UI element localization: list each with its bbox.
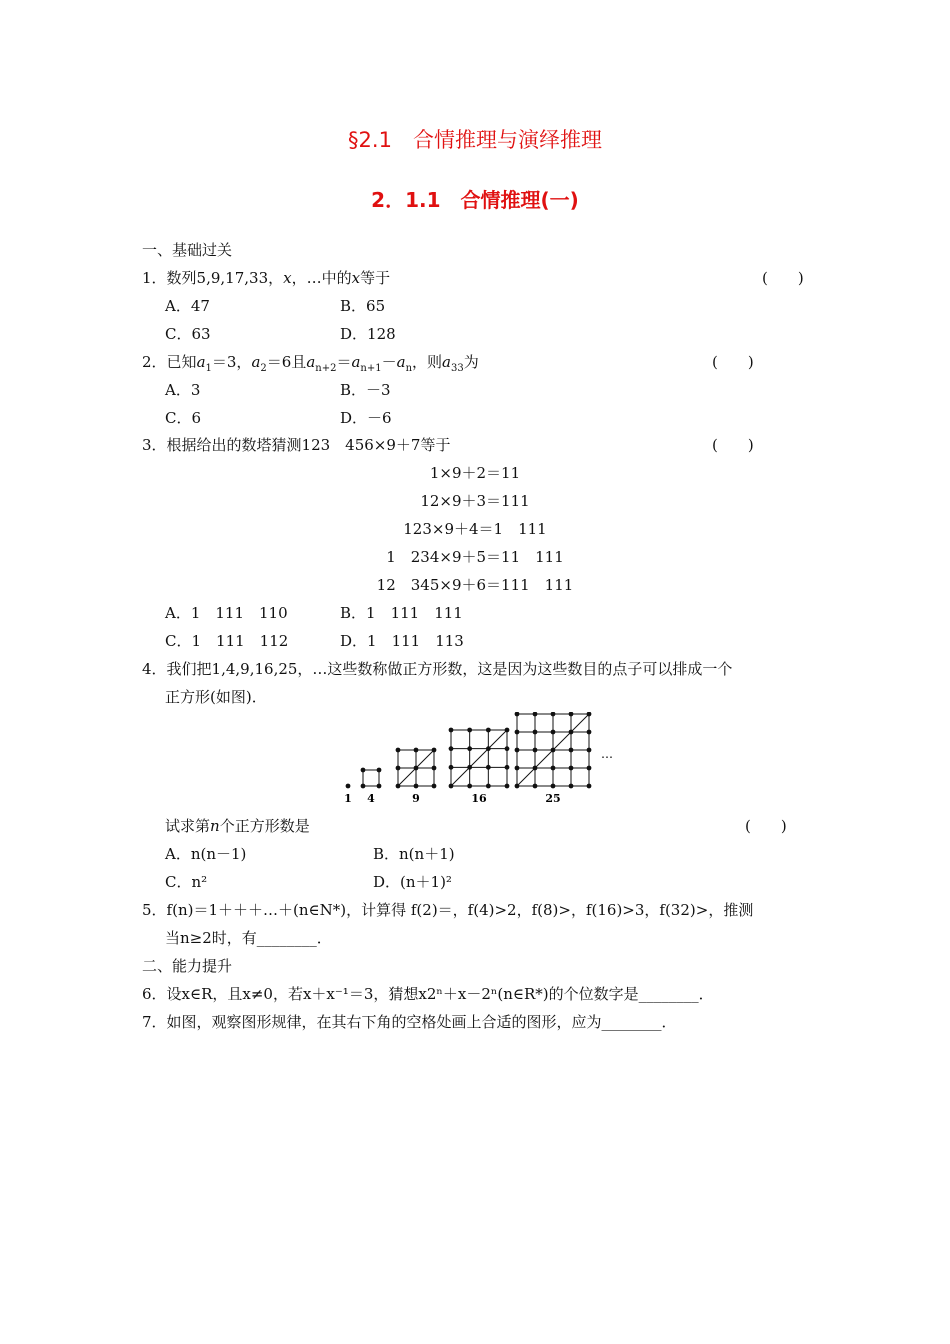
number-tower-row: 12 345×9＋6＝111 111 — [376, 576, 574, 594]
dot — [414, 748, 419, 753]
question-text: f(n)＝1＋＋＋…＋(n∈N*)，计算得 f(2)＝，f(4)>2，f(8)>，f(16)>3，f(32)>，推测 — [166, 901, 754, 919]
dot — [551, 730, 556, 735]
question-text: 已知 — [166, 353, 197, 371]
question-text: 如图，观察图形规律，在其右下角的空格处画上合适的图形，应为________． — [166, 1013, 677, 1031]
option-b: B．1 111 111 — [340, 604, 463, 622]
question-5 — [142, 899, 753, 920]
dot — [486, 728, 491, 733]
option-d: D．128 — [340, 325, 396, 343]
variable: a — [306, 353, 316, 371]
dot — [551, 748, 556, 753]
dot — [396, 748, 401, 753]
dot — [486, 746, 491, 751]
option-c: C．1 111 112 — [165, 632, 289, 650]
dot — [432, 748, 437, 753]
question-number: 3． — [142, 436, 167, 454]
dot — [569, 730, 574, 735]
option-c: C．6 — [165, 409, 202, 427]
figure-label: 9 — [412, 792, 420, 805]
dot — [361, 768, 366, 773]
grid-line — [451, 730, 507, 786]
question-1 — [142, 267, 390, 288]
question-number: 2． — [142, 353, 167, 371]
subscript: n+2 — [315, 363, 337, 374]
dot — [346, 784, 351, 789]
question-4-ask — [165, 815, 310, 836]
dot — [515, 766, 520, 771]
question-3 — [142, 434, 450, 455]
variable: a — [396, 353, 406, 371]
dot-squares — [346, 712, 592, 788]
variable: a — [442, 353, 451, 371]
dot — [432, 766, 437, 771]
dot — [505, 728, 510, 733]
dot — [467, 728, 472, 733]
question-text: 我们把1,4,9,16,25，…这些数称做正方形数，这是因为这些数目的点子可以排成一个 — [166, 660, 733, 678]
dot — [414, 766, 419, 771]
page-title: §2.1 合情推理与演绎推理 — [348, 128, 602, 152]
answer-paren: ( ) — [762, 269, 804, 287]
dot — [377, 768, 382, 773]
option-d: D．(n＋1)² — [373, 873, 452, 891]
dot — [587, 784, 592, 789]
dot — [467, 765, 472, 770]
option-c: C．63 — [165, 325, 211, 343]
dot — [432, 784, 437, 789]
question-text: 个正方形数是 — [219, 817, 310, 835]
dot — [414, 784, 419, 789]
dot — [515, 748, 520, 753]
question-text: ，则 — [412, 353, 443, 371]
question-text: 为 — [463, 353, 479, 371]
dot — [551, 712, 556, 716]
variable: a — [251, 353, 261, 371]
question-number: 1． — [142, 269, 167, 287]
question-number: 6． — [142, 985, 167, 1003]
question-text: 根据给出的数塔猜测123 456×9＋7等于 — [166, 436, 451, 454]
dot — [569, 784, 574, 789]
answer-paren: ( ) — [712, 353, 754, 371]
dot — [467, 784, 472, 789]
dot — [551, 784, 556, 789]
answer-paren: ( ) — [745, 817, 787, 835]
question-number: 7． — [142, 1013, 167, 1031]
dot — [569, 766, 574, 771]
dot — [569, 748, 574, 753]
question-number: 4． — [142, 660, 167, 678]
question-text: ＝3， — [211, 353, 252, 371]
subscript: n — [405, 363, 413, 374]
page-subtitle: 2．1.1 合情推理(一) — [371, 188, 579, 212]
option-c: C．n² — [165, 873, 208, 891]
question-text: － — [381, 353, 397, 371]
question-4-line2: 正方形(如图)． — [165, 688, 267, 706]
subscript: n+1 — [360, 363, 382, 374]
number-tower-row: 12×9＋3＝111 — [420, 492, 530, 510]
figure-label: 16 — [471, 792, 487, 805]
dot — [533, 784, 538, 789]
variable: n — [210, 817, 220, 835]
subscript: 33 — [451, 363, 464, 374]
dot — [486, 784, 491, 789]
dot — [515, 730, 520, 735]
question-7 — [142, 1011, 677, 1032]
dot — [533, 712, 538, 716]
option-b: B．n(n＋1) — [373, 845, 455, 863]
dot — [515, 712, 520, 716]
dot — [505, 784, 510, 789]
dot — [551, 766, 556, 771]
figure-label: 25 — [545, 792, 561, 805]
question-text: ，…中的 — [291, 269, 352, 287]
dot — [449, 746, 454, 751]
question-number: 5． — [142, 901, 167, 919]
variable: a — [196, 353, 206, 371]
question-text: 试求第 — [165, 817, 211, 835]
dot — [467, 746, 472, 751]
dot — [449, 784, 454, 789]
dot — [587, 766, 592, 771]
option-d: D．－6 — [340, 409, 392, 427]
option-b: B．－3 — [340, 381, 391, 399]
section-heading-advanced: 二、能力提升 — [142, 957, 233, 975]
figure-label: 1 — [344, 792, 352, 805]
dot — [361, 784, 366, 789]
dot — [533, 730, 538, 735]
dot — [515, 784, 520, 789]
question-5-line2: 当n≥2时，有________． — [165, 929, 332, 947]
number-tower-row: 123×9＋4＝1 111 — [403, 520, 547, 538]
dot — [449, 728, 454, 733]
option-a: A．3 — [165, 381, 201, 399]
dot — [396, 766, 401, 771]
answer-paren: ( ) — [712, 436, 754, 454]
question-4 — [142, 658, 732, 679]
subscript: 1 — [205, 363, 212, 374]
option-d: D．1 111 113 — [340, 632, 464, 650]
dot — [533, 766, 538, 771]
question-6 — [142, 983, 714, 1004]
number-tower-row: 1×9＋2＝11 — [429, 464, 521, 482]
variable: x — [283, 269, 292, 287]
question-text: ＝ — [336, 353, 352, 371]
option-b: B．65 — [340, 297, 386, 315]
question-text: 设x∈R，且x≠0，若x＋x⁻¹＝3，猜想x2ⁿ＋x－2ⁿ(n∈R*)的个位数字是________． — [166, 985, 714, 1003]
variable: a — [351, 353, 361, 371]
variable: x — [351, 269, 361, 287]
section-heading-basic: 一、基础过关 — [142, 241, 233, 259]
option-a: A．1 111 110 — [165, 604, 288, 622]
option-a: A．n(n－1) — [165, 845, 247, 863]
dot — [486, 765, 491, 770]
dot — [569, 712, 574, 716]
option-a: A．47 — [165, 297, 210, 315]
subscript: 2 — [260, 363, 267, 374]
dot — [587, 748, 592, 753]
question-text: 数列5,9,17,33， — [166, 269, 284, 287]
dot — [505, 765, 510, 770]
square-numbers-figure — [330, 712, 620, 807]
question-text: 等于 — [360, 269, 391, 287]
number-tower-row: 1 234×9＋5＝11 111 — [386, 548, 564, 566]
ellipsis: … — [601, 747, 613, 761]
dot — [533, 748, 538, 753]
dot — [587, 730, 592, 735]
dot — [396, 784, 401, 789]
dot — [505, 746, 510, 751]
dot — [449, 765, 454, 770]
figure-label: 4 — [367, 792, 375, 805]
question-2 — [142, 351, 479, 374]
question-text: ＝6且 — [266, 353, 307, 371]
dot — [377, 784, 382, 789]
